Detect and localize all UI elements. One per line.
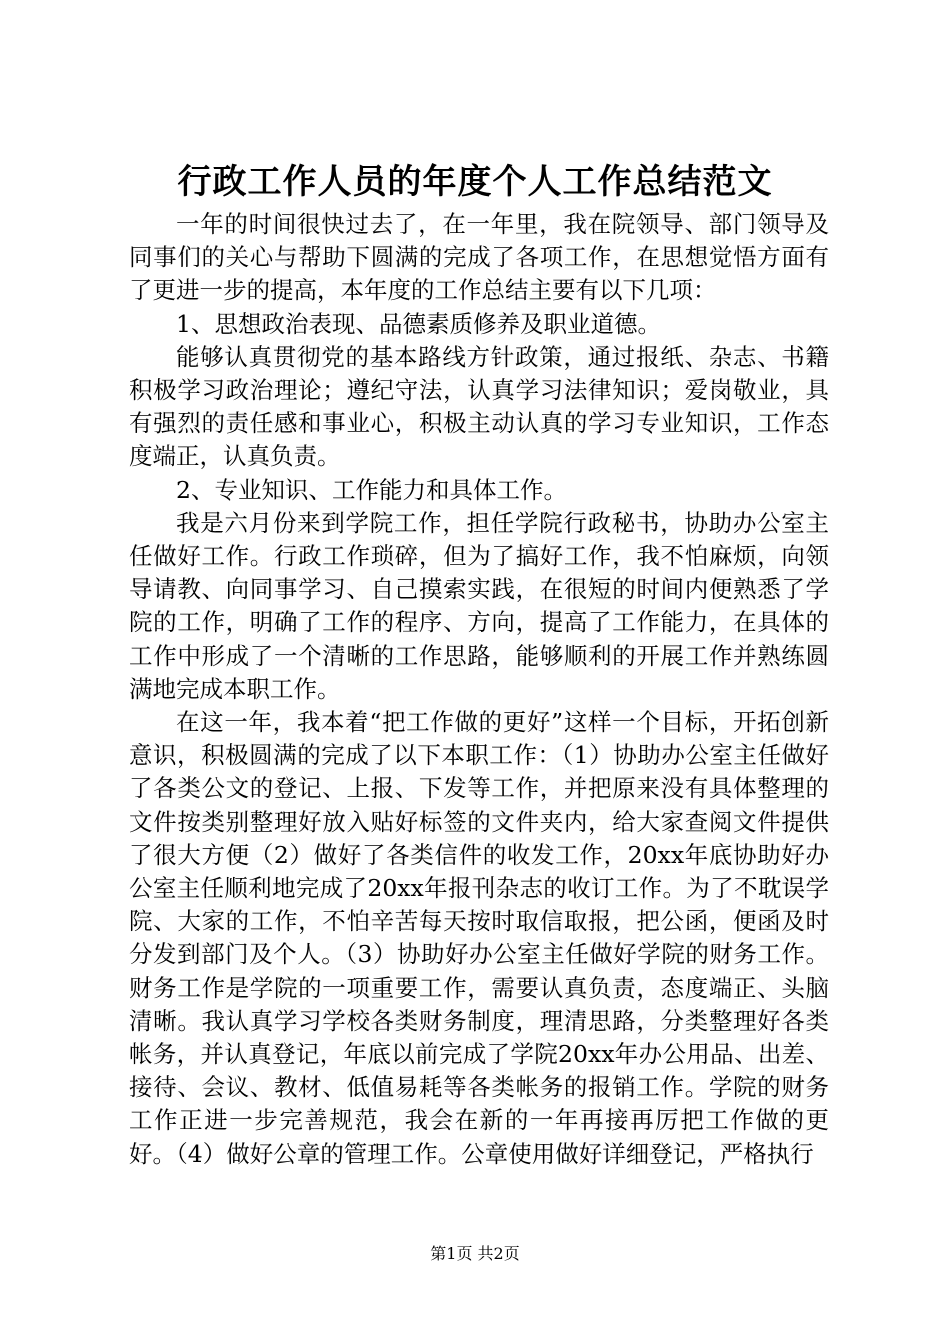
paragraph-duties: 在这一年，我本着“把工作做的更好”这样一个目标，开拓创新意识，积极圆满的完成了以下本职工作：（1）协助办公室主任做好了各类公文的登记、上报、下发等工作，并把原来没有具体整理的文件按类别整理好放入贴好标签的文件夹内，给大家查阅文件提供了很大方便（2）做好了各类信件的收发工作，20xx年底协助好办公室主任顺利地完成了20xx年报刊杂志的收订工作。为了不耽误学院、大家的工作，不怕辛苦每天按时取信取报，把公函，便函及时分发到部门及个人。（3）协助好办公室主任做好学院的财务工作。财务工作是学院的一项重要工作，需要认真负责，态度端正、头脑清晰。我认真学习学校各类财务制度，理清思路，分类整理好各类帐务，并认真登记，年底以前完成了学院20xx年办公用品、出差、接待、会议、教材、低值易耗等各类帐务的报销工作。学院的财务工作正进一步完善规范，我会在新的一年再接再厉把工作做的更好。（4）做好公章的管理工作。公章使用做好详细登记，严格执行	[129, 708, 829, 1168]
paragraph-politics: 能够认真贯彻党的基本路线方针政策，通过报纸、杂志、书籍积极学习政治理论；遵纪守法，认真学习法律知识；爱岗敬业，具有强烈的责任感和事业心，积极主动认真的学习专业知识，工作态度端正，认真负责。	[129, 342, 829, 471]
paragraph-intro: 一年的时间很快过去了，在一年里，我在院领导、部门领导及同事们的关心与帮助下圆满的完成了各项工作，在思想觉悟方面有了更进一步的提高，本年度的工作总结主要有以下几项：	[129, 210, 829, 305]
page-footer: 第1页 共2页	[430, 1244, 520, 1263]
document-title: 行政工作人员的年度个人工作总结范文	[177, 162, 773, 202]
paragraph-work-ability: 我是六月份来到学院工作，担任学院行政秘书，协助办公室主任做好工作。行政工作琐碎，但为了搞好工作，我不怕麻烦，向领导请教、向同事学习、自己摸索实践，在很短的时间内便熟悉了学院的工作，明确了工作的程序、方向，提高了工作能力，在具体的工作中形成了一个清晰的工作思路，能够顺利的开展工作并熟练圆满地完成本职工作。	[129, 508, 829, 703]
paragraph-heading-2: 2、专业知识、工作能力和具体工作。	[176, 475, 567, 504]
document-body	[129, 208, 829, 1171]
paragraph-heading-1: 1、思想政治表现、品德素质修养及职业道德。	[176, 309, 661, 338]
